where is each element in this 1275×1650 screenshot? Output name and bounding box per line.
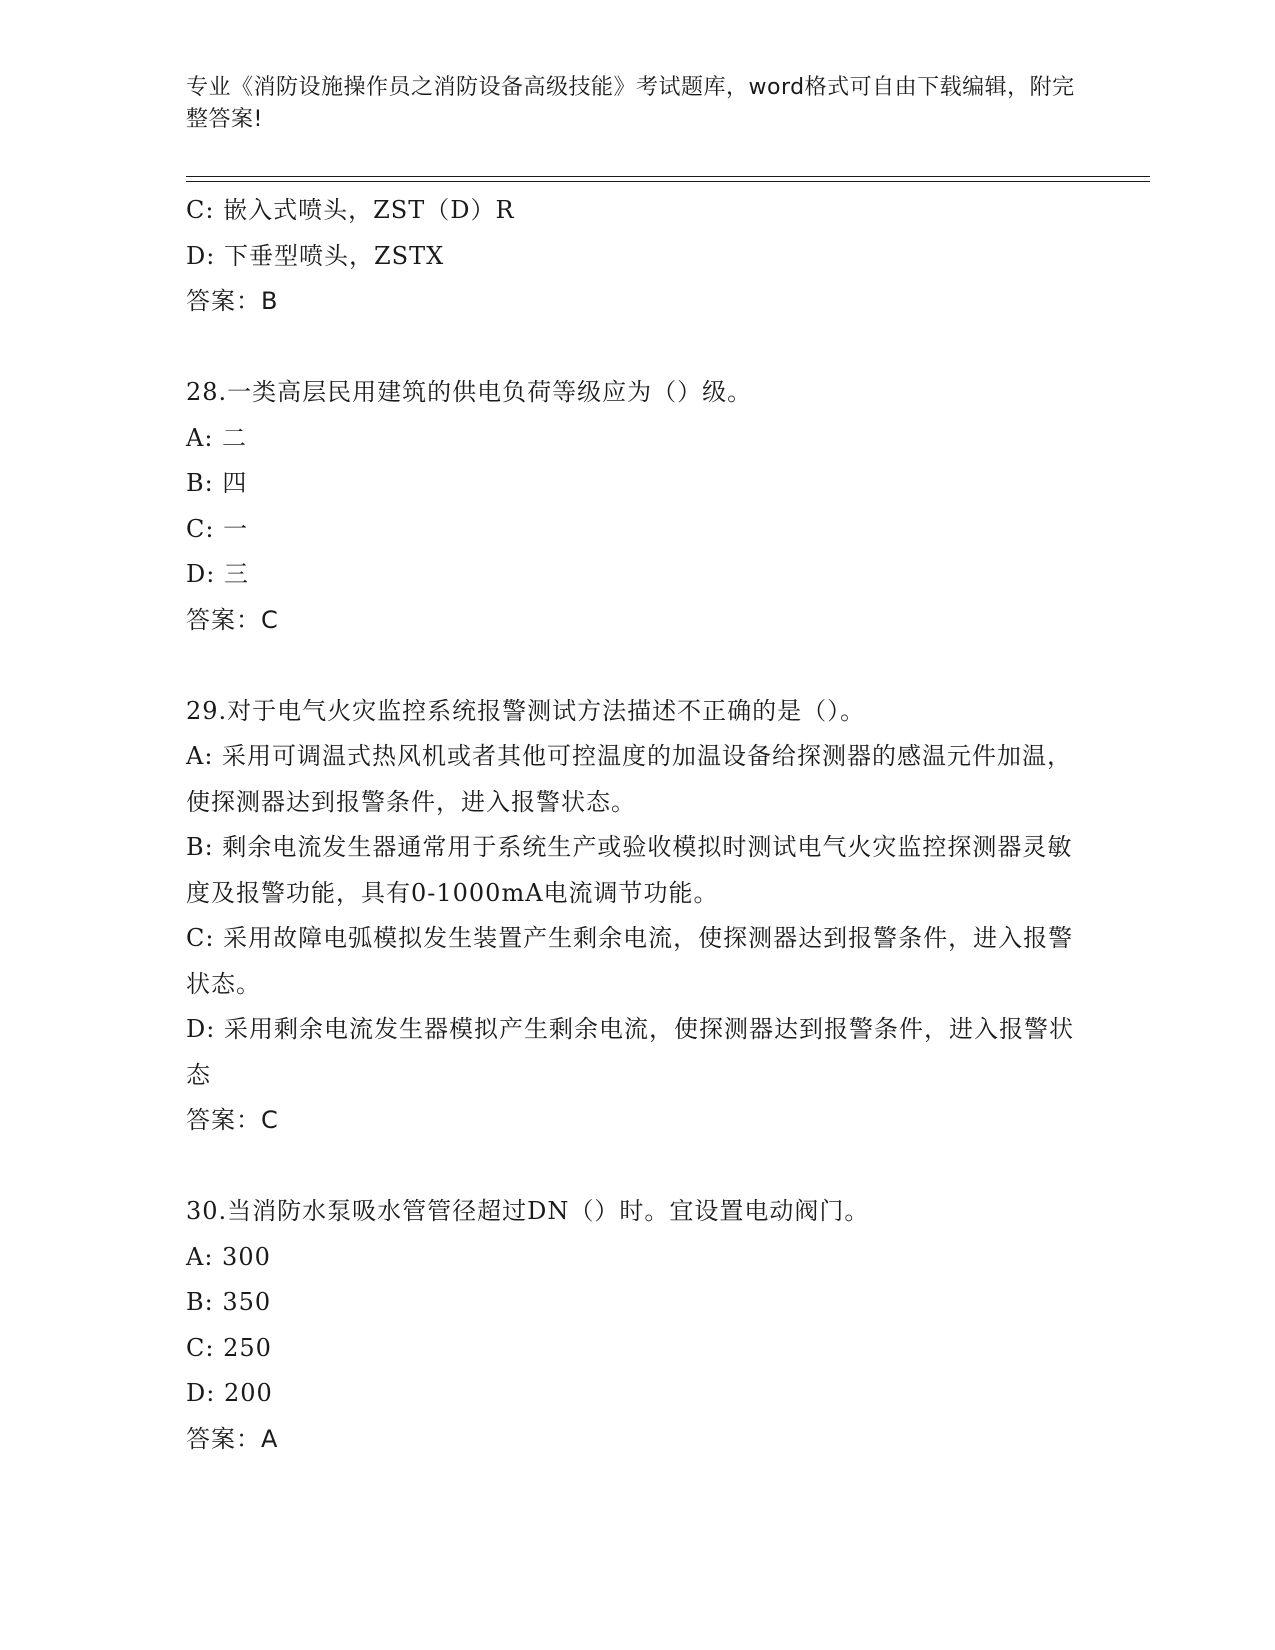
answer-line: 答案：A xyxy=(186,1424,279,1453)
question-spacer xyxy=(186,643,1086,689)
header-divider-top xyxy=(186,176,1150,177)
answer-line: 答案：B xyxy=(186,287,279,315)
option-a: A: 300 xyxy=(186,1242,271,1271)
question-list xyxy=(186,188,1086,1462)
answer-line: 答案：C xyxy=(186,1106,279,1134)
question-27-tail xyxy=(186,188,1086,325)
option-d: D: 200 xyxy=(186,1379,273,1407)
option-c: C: 250 xyxy=(186,1333,272,1362)
header-divider-bottom xyxy=(186,181,1150,182)
option-a: A: 二 xyxy=(186,423,248,452)
option-c: C: 采用故障电弧模拟发生装置产生剩余电流，使探测器达到报警条件，进入报警状态。 xyxy=(186,924,1074,998)
option-d: D: 采用剩余电流发生器模拟产生剩余电流，使探测器达到报警条件，进入报警状态 xyxy=(186,1015,1074,1089)
option-c: C: 一 xyxy=(186,514,249,543)
question-29 xyxy=(186,689,1086,1144)
question-spacer xyxy=(186,325,1086,371)
question-stem: 28.一类高层民用建筑的供电负荷等级应为（）级。 xyxy=(186,378,753,406)
option-b: B: 剩余电流发生器通常用于系统生产或验收模拟时测试电气火灾监控探测器灵敏度及报警功能，具有0-1000mA电流调节功能。 xyxy=(186,833,1073,907)
question-stem: 29.对于电气火灾监控系统报警测试方法描述不正确的是（）。 xyxy=(186,696,866,725)
option-d: D: 三 xyxy=(186,560,249,588)
document-header-intro: 专业《消防设施操作员之消防设备高级技能》考试题库，word格式可自由下载编辑，附完整答案! xyxy=(186,75,1075,132)
option-c: C: 嵌入式喷头，ZST（D）R xyxy=(186,196,515,224)
answer-line: 答案：C xyxy=(186,605,279,634)
question-30 xyxy=(186,1189,1086,1462)
option-a: A: 采用可调温式热风机或者其他可控温度的加温设备给探测器的感温元件加温，使探测器达到报警条件，进入报警状态。 xyxy=(186,742,1073,816)
option-d: D: 下垂型喷头，ZSTX xyxy=(186,241,445,270)
option-b: B: 350 xyxy=(186,1288,272,1316)
question-28 xyxy=(186,370,1086,643)
question-stem: 30.当消防水泵吸水管管径超过DN（）时。宜设置电动阀门。 xyxy=(186,1197,870,1225)
option-b: B: 四 xyxy=(186,469,248,497)
question-spacer xyxy=(186,1144,1086,1190)
